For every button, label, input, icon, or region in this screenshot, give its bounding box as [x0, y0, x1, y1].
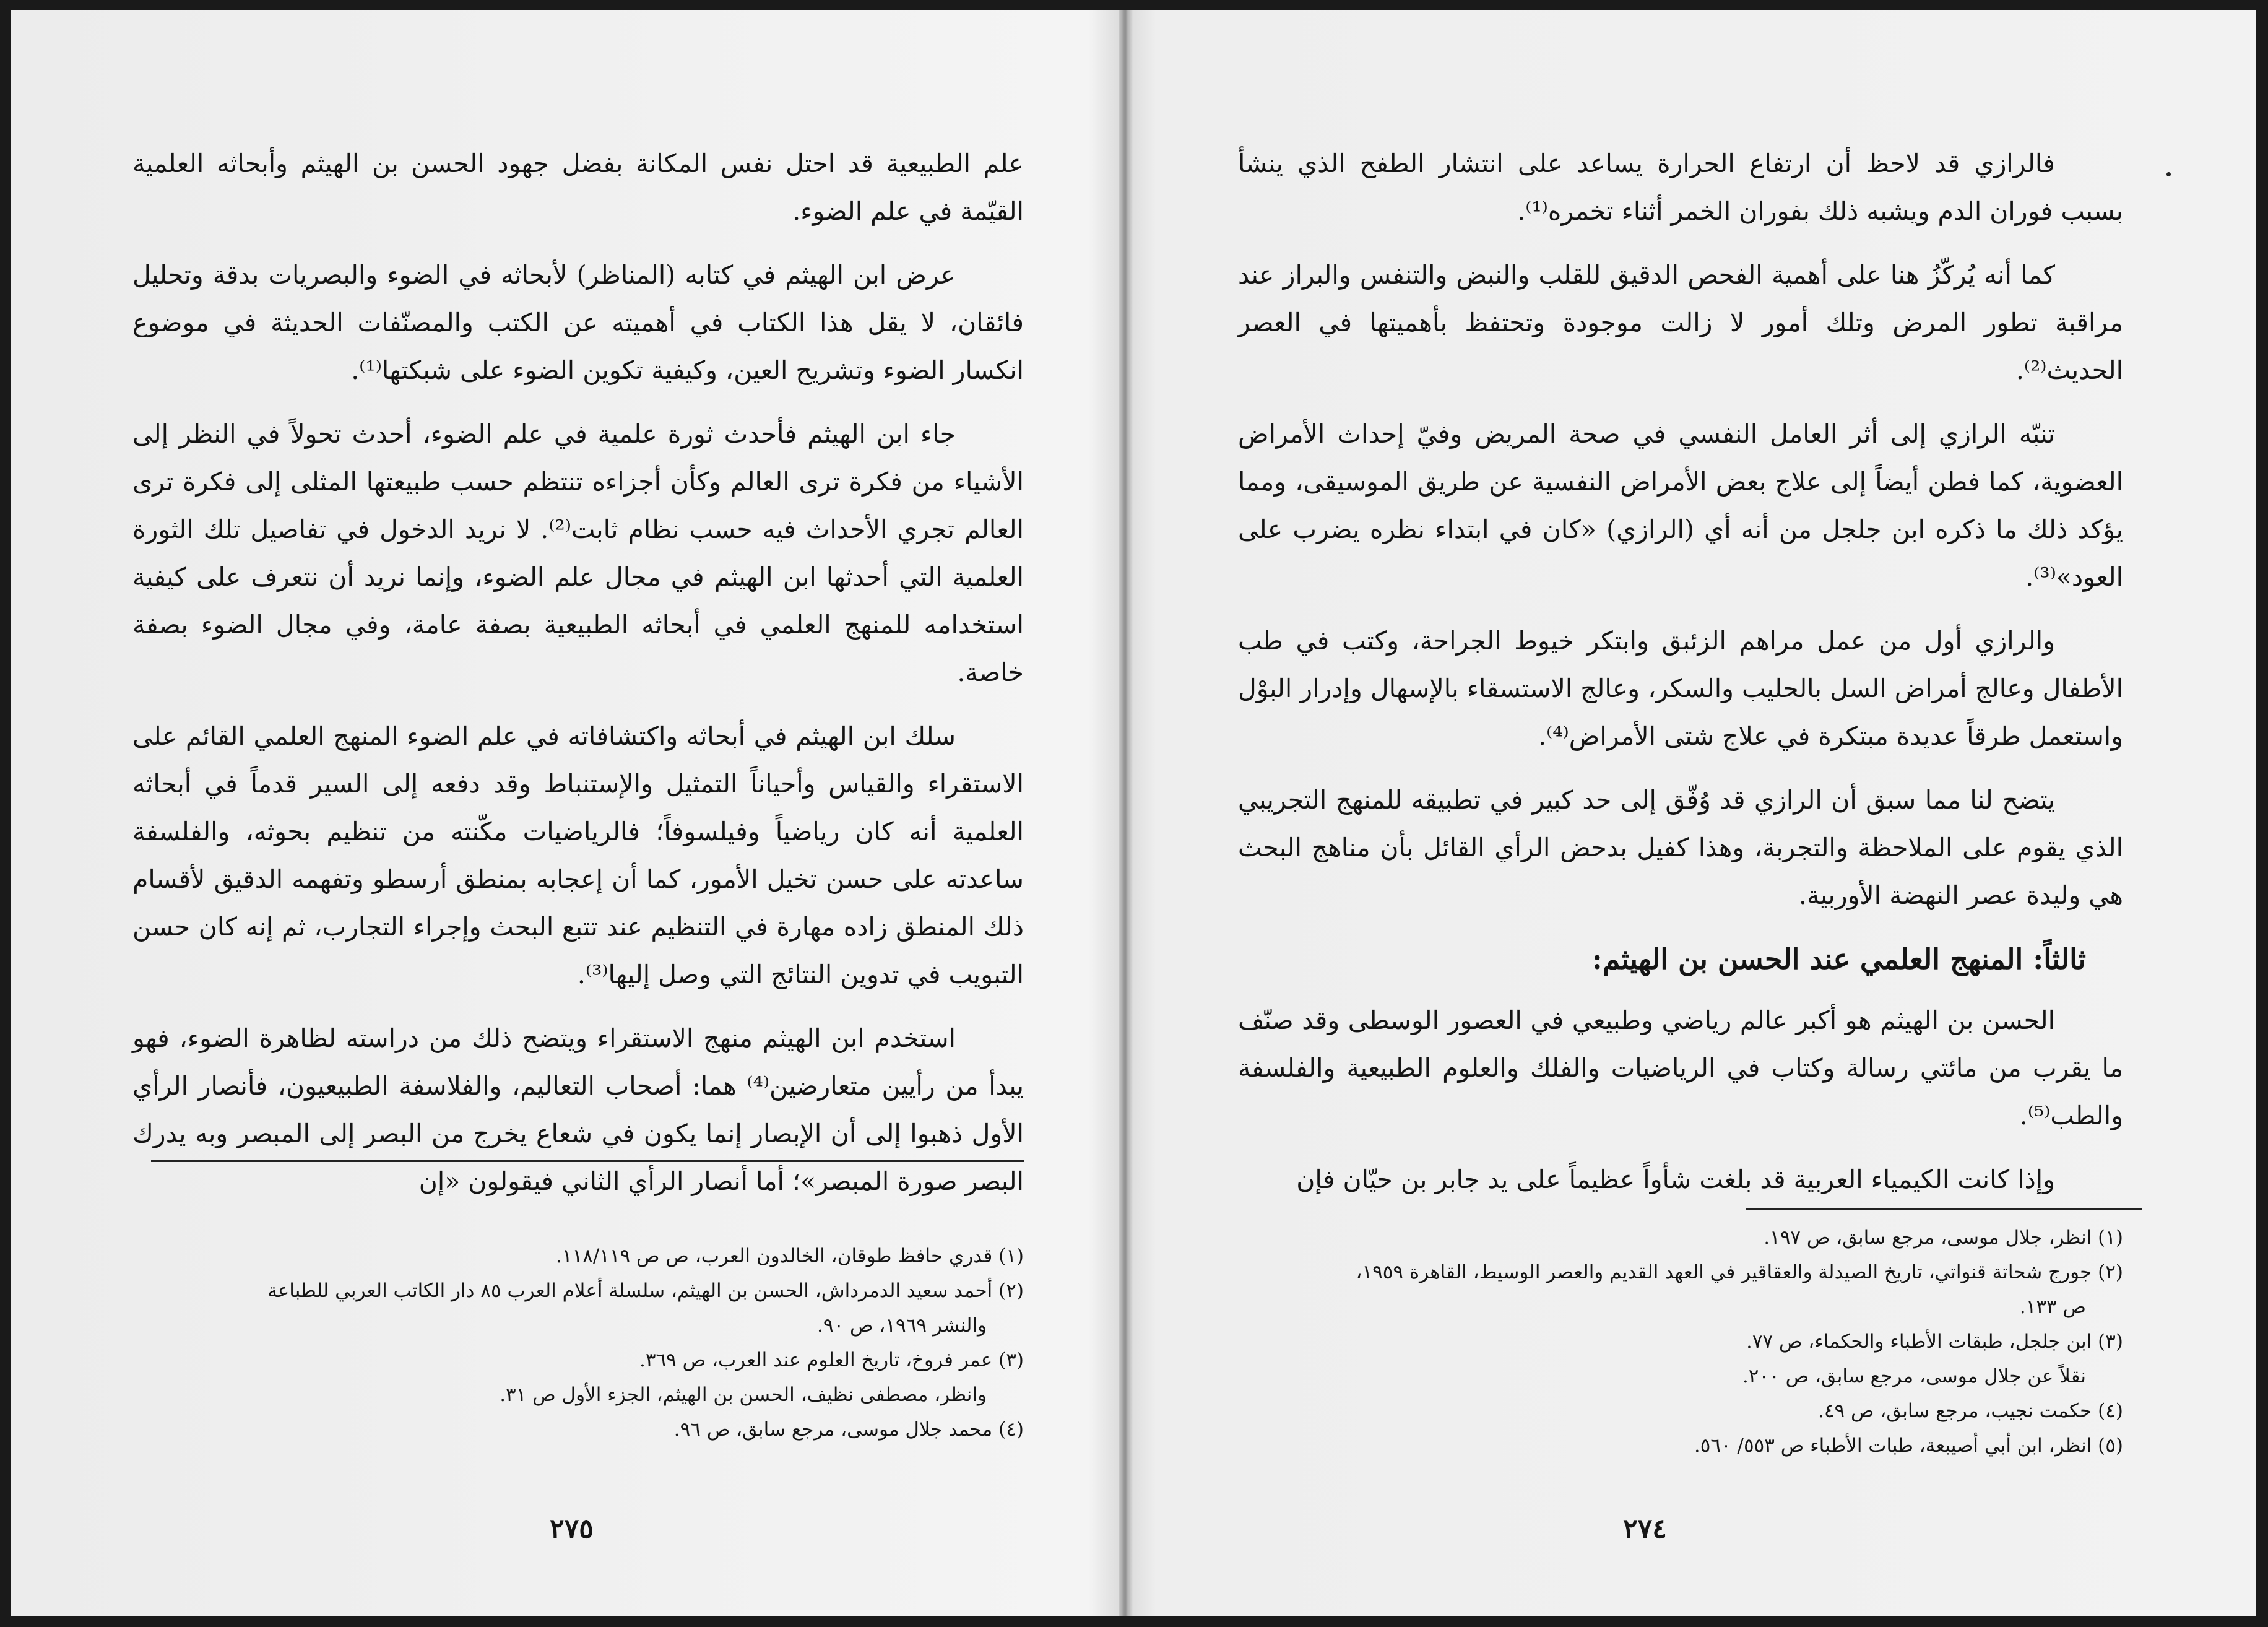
- right-page-body: [1238, 140, 2123, 1220]
- paragraph: استخدم ابن الهيثم منهج الاستقراء ويتضح ذلك من دراسته لظاهرة الضوء، فهو يبدأ من رأيين متعارضين⁽⁴⁾ هما: أصحاب التعاليم، والفلاسفة الطبيعيون، فأنصار الرأي الأول ذهبوا إلى أن الإبصار إنما يكون في شعاع يخرج من البصر إلى المبصر وبه يدرك البصر صورة المبصر»؛ أما أنصار الرأي الثاني فيقولون «إن: [132, 1023, 1024, 1196]
- footnote: (١) قدري حافظ طوقان، الخالدون العرب، ص ص ١١٨/١١٩.: [555, 1245, 1024, 1267]
- footnote: (٤) محمد جلال موسى، مرجع سابق، ص ٩٦.: [673, 1418, 1024, 1441]
- paragraph: وإذا كانت الكيمياء العربية قد بلغت شأواً عظيماً على يد جابر بن حيّان فإن: [1296, 1165, 2055, 1194]
- section-heading: ثالثاً: المنهج العلمي عند الحسن بن الهيثم:: [1591, 942, 2086, 976]
- footnote: (١) انظر، جلال موسى، مرجع سابق، ص ١٩٧.: [1764, 1226, 2123, 1249]
- footnote: (٢) جورج شحاتة قنواتي، تاريخ الصيدلة والعقاقير في العهد القديم والعصر الوسيط، القاهرة ١٩٥٩،: [1356, 1261, 2123, 1283]
- footnote: (٥) انظر، ابن أبي أصيبعة، طبات الأطباء ص ٥٥٣/ ٥٦٠.: [1694, 1434, 2123, 1457]
- right-page: [1133, 10, 2256, 1616]
- paragraph: كما أنه يُركّزُ هنا على أهمية الفحص الدقيق للقلب والنبض والتنفس والبراز عند مراقبة تطور المرض وتلك أمور لا زالت موجودة وتحتفظ بأهميتها في العصر الحديث⁽²⁾.: [1238, 260, 2123, 385]
- book-spine: [1119, 10, 1133, 1616]
- left-page-body: [132, 140, 1024, 1221]
- right-footnotes: [1238, 1220, 2123, 1463]
- footnote-continuation: ص ١٣٣.: [2019, 1296, 2086, 1318]
- margin-mark: [2166, 172, 2171, 176]
- footnote-divider: [1746, 1208, 2142, 1210]
- paragraph: الحسن بن الهيثم هو أكبر عالم رياضي وطبيعي في العصور الوسطى وقد صنّف ما يقرب من مائتي رسالة وكتاب في الرياضيات والفلك والعلوم الطبيعية والفلسفة والطب⁽⁵⁾.: [1238, 1005, 2123, 1130]
- paragraph: سلك ابن الهيثم في أبحاثه واكتشافاته في علم الضوء المنهج العلمي القائم على الاستقراء والقياس وأحياناً التمثيل والإستنباط وقد دفعه إلى السير قدماً في أبحاثه العلمية أنه كان رياضياً وفيلسوفاً؛ فالرياضيات مكّنته من تنظيم بحوثه، والفلسفة ساعدته على حسن تخيل الأمور، كما أن إعجابه بمنطق أرسطو وتفهمه الدقيق لأقسام ذلك المنطق زاده مهارة في التنظيم عند تتبع البحث وإجراء التجارب، ثم إنه كان حسن التبويب في تدوين النتائج التي وصل إليها⁽³⁾.: [132, 721, 1024, 989]
- footnote-continuation: وانظر، مصطفى نظيف، الحسن بن الهيثم، الجزء الأول ص ٣١.: [500, 1384, 987, 1406]
- left-footnotes: [132, 1239, 1024, 1447]
- left-page: [11, 10, 1119, 1616]
- footnote-continuation: والنشر ١٩٦٩، ص ٩٠.: [817, 1314, 987, 1337]
- footnote: (٢) أحمد سعيد الدمرداش، الحسن بن الهيثم، سلسلة أعلام العرب ٨٥ دار الكاتب العربي للطباعة: [267, 1280, 1024, 1302]
- paragraph: جاء ابن الهيثم فأحدث ثورة علمية في علم الضوء، أحدث تحولاً في النظر إلى الأشياء من فكرة ترى العالم وكأن أجزاءه تنتظم حسب طبيعتها المثلى إلى فكرة ترى العالم تجري الأحداث فيه حسب نظام ثابت⁽²⁾. لا نريد الدخول في تفاصيل تلك الثورة العلمية التي أحدثها ابن الهيثم في مجال علم الضوء، وإنما نريد أن نتعرف على كيفية استخدامه للمنهج العلمي في أبحاثه الطبيعية بصفة عامة، وفي مجال الضوء بصفة خاصة.: [132, 419, 1024, 687]
- footnote-continuation: نقلاً عن جلال موسى، مرجع سابق، ص ٢٠٠.: [1742, 1365, 2086, 1387]
- footnote: (٣) عمر فروخ، تاريخ العلوم عند العرب، ص ٣٦٩.: [639, 1349, 1024, 1371]
- footnote: (٤) حكمت نجيب، مرجع سابق، ص ٤٩.: [1818, 1400, 2123, 1422]
- paragraph: يتضح لنا مما سبق أن الرازي قد وُفّق إلى حد كبير في تطبيقه للمنهج التجريبي الذي يقوم على الملاحظة والتجربة، وهذا كفيل بدحض الرأي القائل بأن مناهج البحث هي وليدة عصر النهضة الأوربية.: [1238, 785, 2123, 910]
- book-spread: [11, 10, 2256, 1616]
- paragraph: والرازي أول من عمل مراهم الزئبق وابتكر خيوط الجراحة، وكتب في طب الأطفال وعالج أمراض السل بالحليب والسكر، وعالج الاستسقاء بالإسهال وإدرار البوْل واستعمل طرقاً عديدة مبتكرة في علاج شتى الأمراض⁽⁴⁾.: [1238, 626, 2123, 751]
- footnote-divider: [151, 1160, 1024, 1162]
- paragraph: عرض ابن الهيثم في كتابه (المناظر) لأبحاثه في الضوء والبصريات بدقة وتحليل فائقان، لا يقل هذا الكتاب في أهميته عن الكتب والمصنّفات الحديثة في موضوع انكسار الضوء وتشريح العين، وكيفية تكوين الضوء على شبكتها⁽¹⁾.: [132, 260, 1024, 385]
- paragraph: تنبّه الرازي إلى أثر العامل النفسي في صحة المريض وفيّ إحداث الأمراض العضوية، كما فطن أيضاً إلى علاج بعض الأمراض النفسية عن طريق الموسيقى، ومما يؤكد ذلك ما ذكره ابن جلجل من أنه أي (الرازي) «كان في ابتداء نظره يضرب على العود»⁽³⁾.: [1238, 419, 2123, 592]
- paragraph: علم الطبيعية قد احتل نفس المكانة بفضل جهود الحسن بن الهيثم وأبحاثه العلمية القيّمة في علم الضوء.: [132, 149, 1024, 226]
- page-number: ٢٧٤: [1623, 1513, 1667, 1545]
- paragraph: فالرازي قد لاحظ أن ارتفاع الحرارة يساعد على انتشار الطفح الذي ينشأ بسبب فوران الدم ويشبه ذلك بفوران الخمر أثناء تخمره⁽¹⁾.: [1238, 149, 2123, 226]
- footnote: (٣) ابن جلجل، طبقات الأطباء والحكماء، ص ٧٧.: [1746, 1330, 2123, 1353]
- page-number: ٢٧٥: [550, 1513, 594, 1545]
